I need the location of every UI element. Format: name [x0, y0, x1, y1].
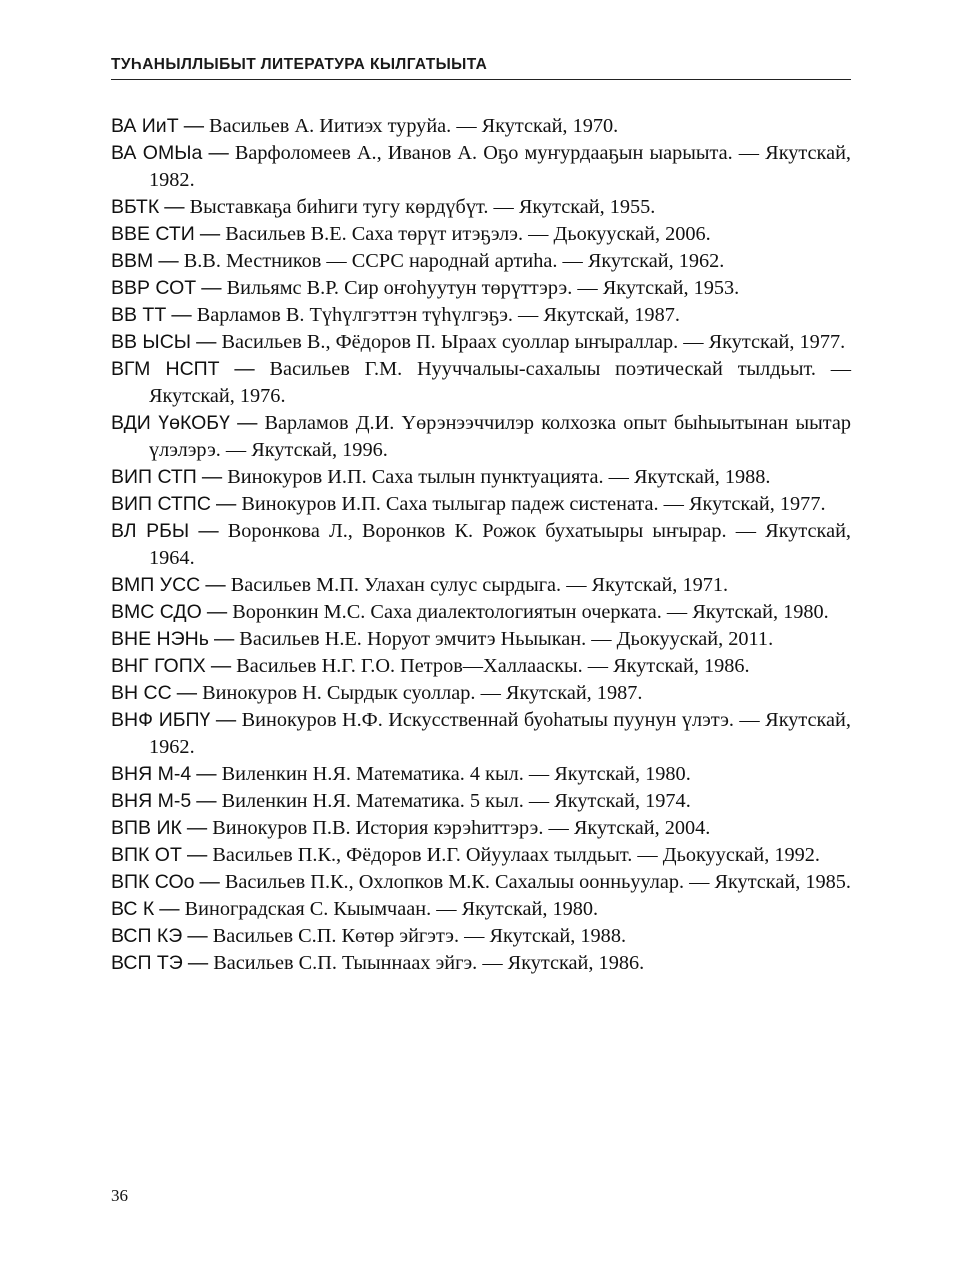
entry-abbreviation: ВВ ТТ	[111, 304, 167, 326]
list-item: ВНФ ИБПҮ — Винокуров Н.Ф. Искусственнай буоһатыы пуунун үлэтэ. — Якутскай, 1962.	[111, 709, 851, 758]
list-item: ВНЯ М-5 — Виленкин Н.Я. Математика. 5 кыл. — Якутскай, 1974.	[111, 790, 691, 812]
entry-abbreviation: ВСП ТЭ	[111, 952, 183, 974]
list-item: ВС К — Виноградская С. Кыымчаан. — Якутскай, 1980.	[111, 898, 599, 920]
running-header: ТУҺАНЫЛЛЫБЫТ ЛИТЕРАТУРА КЫЛГАТЫЫТА	[111, 56, 488, 73]
list-item: ВСП ТЭ — Васильев С.П. Тыыннаах эйгэ. — Якутскай, 1986.	[111, 952, 645, 974]
list-item: ВЛ РБЫ — Воронкова Л., Воронков К. Рожок бухатыыры ыҥырар. — Якутскай, 1964.	[111, 520, 852, 569]
entry-abbreviation: ВА ОМЫа	[111, 142, 203, 164]
entry-abbreviation: ВПК ОТ	[111, 844, 182, 866]
entry-text: Варфоломеев А., Иванов А. Оҕо муҥурдааҕын ыарыыта. — Якутскай, 1982.	[149, 142, 852, 191]
entry-abbreviation: ВНФ ИБПҮ	[111, 709, 211, 731]
list-item: ВНЕ НЭНь — Васильев Н.Е. Норуот эмчитэ Ньыыкан. — Дьокуускай, 2011.	[111, 628, 774, 650]
list-item: ВИП СТП — Винокуров И.П. Саха тылын пунктуацията. — Якутскай, 1988.	[111, 466, 771, 488]
entry-text: Винокуров И.П. Саха тылын пунктуацията. — Якутскай, 1988.	[227, 466, 771, 488]
list-item: ВНЯ М-4 — Виленкин Н.Я. Математика. 4 кыл. — Якутскай, 1980.	[111, 763, 691, 785]
entry-text: Варламов Д.И. Үөрэнээччилэр колхозка опыт быһыытынан ыытар үлэлэрэ. — Якутскай, 1996.	[149, 412, 852, 461]
list-item: ВВ ТТ — Варламов В. Түһүлгэттэн түһүлгэҕэ. — Якутскай, 1987.	[111, 304, 680, 326]
entry-text: Васильев А. Иитиэх туруйа. — Якутскай, 1970.	[209, 115, 619, 137]
entry-text: Васильев С.П. Көтөр эйгэтэ. — Якутскай, 1988.	[212, 925, 627, 947]
entry-text: Васильев Г.М. Нууччалыы-сахалыы поэтическай тылдьыт. — Якутскай, 1976.	[149, 358, 851, 407]
list-item: ВИП СТПС — Винокуров И.П. Саха тылыгар падеж систената. — Якутскай, 1977.	[111, 493, 826, 515]
entry-text: Воронкова Л., Воронков К. Рожок бухатыыры ыҥырар. — Якутскай, 1964.	[149, 520, 852, 569]
list-item: ВВЕ СТИ — Васильев В.Е. Саха төрүт итэҕэлэ. — Дьокуускай, 2006.	[111, 223, 711, 245]
entry-abbreviation: ВПВ ИК	[111, 817, 182, 839]
entry-abbreviation: ВНЯ М-5	[111, 790, 192, 812]
list-item: ВГМ НСПТ — Васильев Г.М. Нууччалыы-сахалыы поэтическай тылдьыт. — Якутскай, 1976.	[111, 358, 851, 407]
list-item: ВВМ — В.В. Местников — ССРС народнай артиһа. — Якутскай, 1962.	[111, 250, 725, 272]
page-number: 36	[111, 1186, 128, 1205]
list-item: ВПК ОТ — Васильев П.К., Фёдоров И.Г. Ойуулаах тылдьыт. — Дьокуускай, 1992.	[111, 844, 821, 866]
list-item: ВПК СОо — Васильев П.К., Охлопков М.К. Сахалыы оонньуулар. — Якутскай, 1985.	[111, 871, 851, 893]
list-item: ВН СС — Винокуров Н. Сырдык суоллар. — Якутскай, 1987.	[111, 682, 643, 704]
entry-text: Вильямс В.Р. Сир оҥоһуутун төрүттэрэ. — Якутскай, 1953.	[226, 277, 740, 299]
entry-abbreviation: ВНЯ М-4	[111, 763, 192, 785]
list-item: ВМП УСС — Васильев М.П. Улахан сулус сырдыга. — Якутскай, 1971.	[111, 574, 729, 596]
list-item: ВСП КЭ — Васильев С.П. Көтөр эйгэтэ. — Якутскай, 1988.	[111, 925, 627, 947]
entry-text: Винокуров П.В. История кэрэһиттэрэ. — Якутскай, 2004.	[212, 817, 711, 839]
list-item: ВМС СДО — Воронкин М.С. Саха диалектологиятын очерката. — Якутскай, 1980.	[111, 601, 829, 623]
entry-abbreviation: ВНГ ГОПХ	[111, 655, 206, 677]
entry-text: Васильев Н.Е. Норуот эмчитэ Ньыыкан. — Дьокуускай, 2011.	[239, 628, 774, 650]
entry-abbreviation: ВИП СТПС	[111, 493, 211, 515]
list-item: ВА ОМЫа — Варфоломеев А., Иванов А. Оҕо муҥурдааҕын ыарыыта. — Якутскай, 1982.	[111, 142, 852, 191]
entry-text: Воронкин М.С. Саха диалектологиятын очерката. — Якутскай, 1980.	[232, 601, 829, 623]
entry-abbreviation: ВБТК	[111, 196, 160, 218]
entry-abbreviation: ВВЕ СТИ	[111, 223, 195, 245]
entry-abbreviation: ВВ ЫСЫ	[111, 331, 192, 353]
entry-abbreviation: ВДИ ҮөКОБҮ	[111, 412, 230, 434]
list-item: ВДИ ҮөКОБҮ — Варламов Д.И. Үөрэнээччилэр колхозка опыт быһыытынан ыытар үлэлэрэ. — Якутскай, 1996.	[111, 412, 852, 461]
abbreviation-list	[111, 113, 851, 977]
entry-text: Васильев П.К., Охлопков М.К. Сахалыы оонньуулар. — Якутскай, 1985.	[224, 871, 851, 893]
entry-abbreviation: ВЛ РБЫ	[111, 520, 190, 542]
entry-text: Васильев С.П. Тыыннаах эйгэ. — Якутскай, 1986.	[213, 952, 645, 974]
entry-text: В.В. Местников — ССРС народнай артиһа. — Якутскай, 1962.	[183, 250, 725, 272]
entry-text: Виленкин Н.Я. Математика. 5 кыл. — Якутскай, 1974.	[221, 790, 691, 812]
entry-abbreviation: ВСП КЭ	[111, 925, 183, 947]
entry-abbreviation: ВН СС	[111, 682, 172, 704]
list-item: ВПВ ИК — Винокуров П.В. История кэрэһиттэрэ. — Якутскай, 2004.	[111, 817, 711, 839]
list-item: ВНГ ГОПХ — Васильев Н.Г. Г.О. Петров—Халлааскы. — Якутскай, 1986.	[111, 655, 750, 677]
entry-text: Васильев М.П. Улахан сулус сырдыга. — Якутскай, 1971.	[230, 574, 729, 596]
entry-text: Васильев В., Фёдоров П. Ыраах суоллар ыҥыраллар. — Якутскай, 1977.	[221, 331, 846, 353]
entry-abbreviation: ВА ИиТ	[111, 115, 179, 137]
entry-abbreviation: ВМП УСС	[111, 574, 201, 596]
entry-text: Васильев Н.Г. Г.О. Петров—Халлааскы. — Якутскай, 1986.	[236, 655, 750, 677]
entry-text: Винокуров Н. Сырдык суоллар. — Якутскай, 1987.	[202, 682, 643, 704]
entry-abbreviation: ВВР СОТ	[111, 277, 197, 299]
entry-text: Васильев В.Е. Саха төрүт итэҕэлэ. — Дьокуускай, 2006.	[225, 223, 711, 245]
entry-text: Винокуров Н.Ф. Искусственнай буоһатыы пуунун үлэтэ. — Якутскай, 1962.	[149, 709, 851, 758]
entry-abbreviation: ВГМ НСПТ	[111, 358, 220, 380]
entry-abbreviation: ВМС СДО	[111, 601, 202, 623]
entry-abbreviation: ВС К	[111, 898, 155, 920]
entry-text: Васильев П.К., Фёдоров И.Г. Ойуулаах тылдьыт. — Дьокуускай, 1992.	[212, 844, 821, 866]
list-item: ВВ ЫСЫ — Васильев В., Фёдоров П. Ыраах суоллар ыҥыраллар. — Якутскай, 1977.	[111, 331, 846, 353]
entry-abbreviation: ВВМ	[111, 250, 154, 272]
header-rule	[111, 79, 851, 80]
entry-abbreviation: ВПК СОо	[111, 871, 195, 893]
entry-text: Варламов В. Түһүлгэттэн түһүлгэҕэ. — Якутскай, 1987.	[196, 304, 680, 326]
entry-abbreviation: ВИП СТП	[111, 466, 197, 488]
list-item: ВБТК — Выставкаҕа биһиги тугу көрдүбүт. — Якутскай, 1955.	[111, 196, 656, 218]
entry-text: Винокуров И.П. Саха тылыгар падеж систената. — Якутскай, 1977.	[241, 493, 826, 515]
entry-abbreviation: ВНЕ НЭНь	[111, 628, 209, 650]
entry-text: Виленкин Н.Я. Математика. 4 кыл. — Якутскай, 1980.	[221, 763, 691, 785]
entry-text: Виноградская С. Кыымчаан. — Якутскай, 1980.	[184, 898, 599, 920]
list-item: ВА ИиТ — Васильев А. Иитиэх туруйа. — Якутскай, 1970.	[111, 115, 619, 137]
entry-text: Выставкаҕа биһиги тугу көрдүбүт. — Якутскай, 1955.	[189, 196, 656, 218]
list-item: ВВР СОТ — Вильямс В.Р. Сир оҥоһуутун төрүттэрэ. — Якутскай, 1953.	[111, 277, 740, 299]
